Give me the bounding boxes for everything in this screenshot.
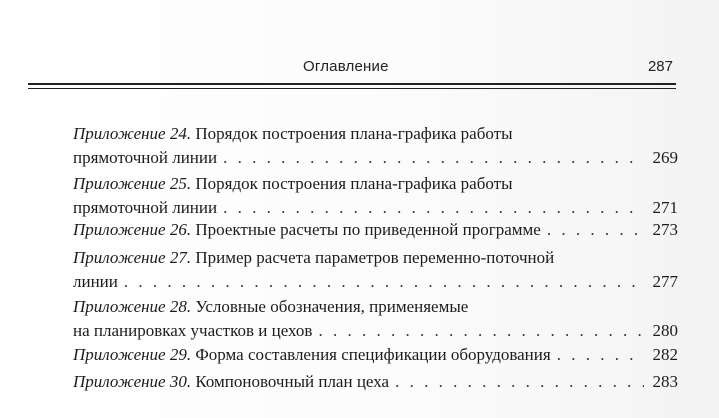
entry-title: Компоновочный план цеха	[195, 372, 390, 391]
entry-title-continued: на планировках участков и цехов	[73, 321, 313, 340]
toc-entry	[73, 122, 678, 170]
entry-page-number: 280	[652, 321, 678, 340]
entry-title: Форма составления спецификации оборудования	[195, 345, 551, 364]
appendix-label: Приложение 28.	[73, 297, 192, 316]
entry-page-number: 283	[652, 372, 678, 391]
dot-leader	[318, 319, 644, 343]
entry-page-number: 271	[652, 198, 678, 217]
dot-leader	[547, 218, 644, 242]
toc-entry	[73, 295, 678, 343]
appendix-label: Приложение 27.	[73, 248, 192, 267]
appendix-label: Приложение 29.	[73, 345, 192, 364]
dot-leader	[223, 196, 644, 220]
entry-title: Пример расчета параметров переменно-поточной	[195, 248, 555, 267]
entry-page-number: 273	[652, 220, 678, 239]
entry-page-number: 282	[652, 345, 678, 364]
toc-entry	[73, 172, 678, 220]
entry-page-number: 269	[652, 148, 678, 167]
toc-entry	[73, 246, 678, 294]
appendix-label: Приложение 26.	[73, 220, 192, 239]
header-rule-thin	[28, 88, 676, 89]
toc-entry	[73, 370, 678, 394]
entry-title: Условные обозначения, применяемые	[195, 297, 469, 316]
entry-title-continued: прямоточной линии	[73, 148, 218, 167]
entry-title: Проектные расчеты по приведенной программе	[195, 220, 541, 239]
appendix-label: Приложение 24.	[73, 124, 192, 143]
entry-title-continued: прямоточной линии	[73, 198, 218, 217]
header-title: Оглавление	[303, 58, 389, 75]
dot-leader	[223, 146, 644, 170]
header-rule-thick	[28, 83, 676, 85]
entry-title-continued: линии	[73, 272, 118, 291]
appendix-label: Приложение 30.	[73, 372, 192, 391]
appendix-label: Приложение 25.	[73, 174, 192, 193]
entry-title: Порядок построения плана-графика работы	[195, 174, 513, 193]
entry-title: Порядок построения плана-графика работы	[195, 124, 513, 143]
header-page-number: 287	[647, 58, 673, 75]
entry-page-number: 277	[652, 272, 678, 291]
dot-leader	[124, 270, 644, 294]
dot-leader	[557, 343, 644, 367]
toc-entry	[73, 343, 678, 367]
running-header	[28, 58, 673, 80]
dot-leader	[395, 370, 644, 394]
toc-entry	[73, 218, 678, 242]
